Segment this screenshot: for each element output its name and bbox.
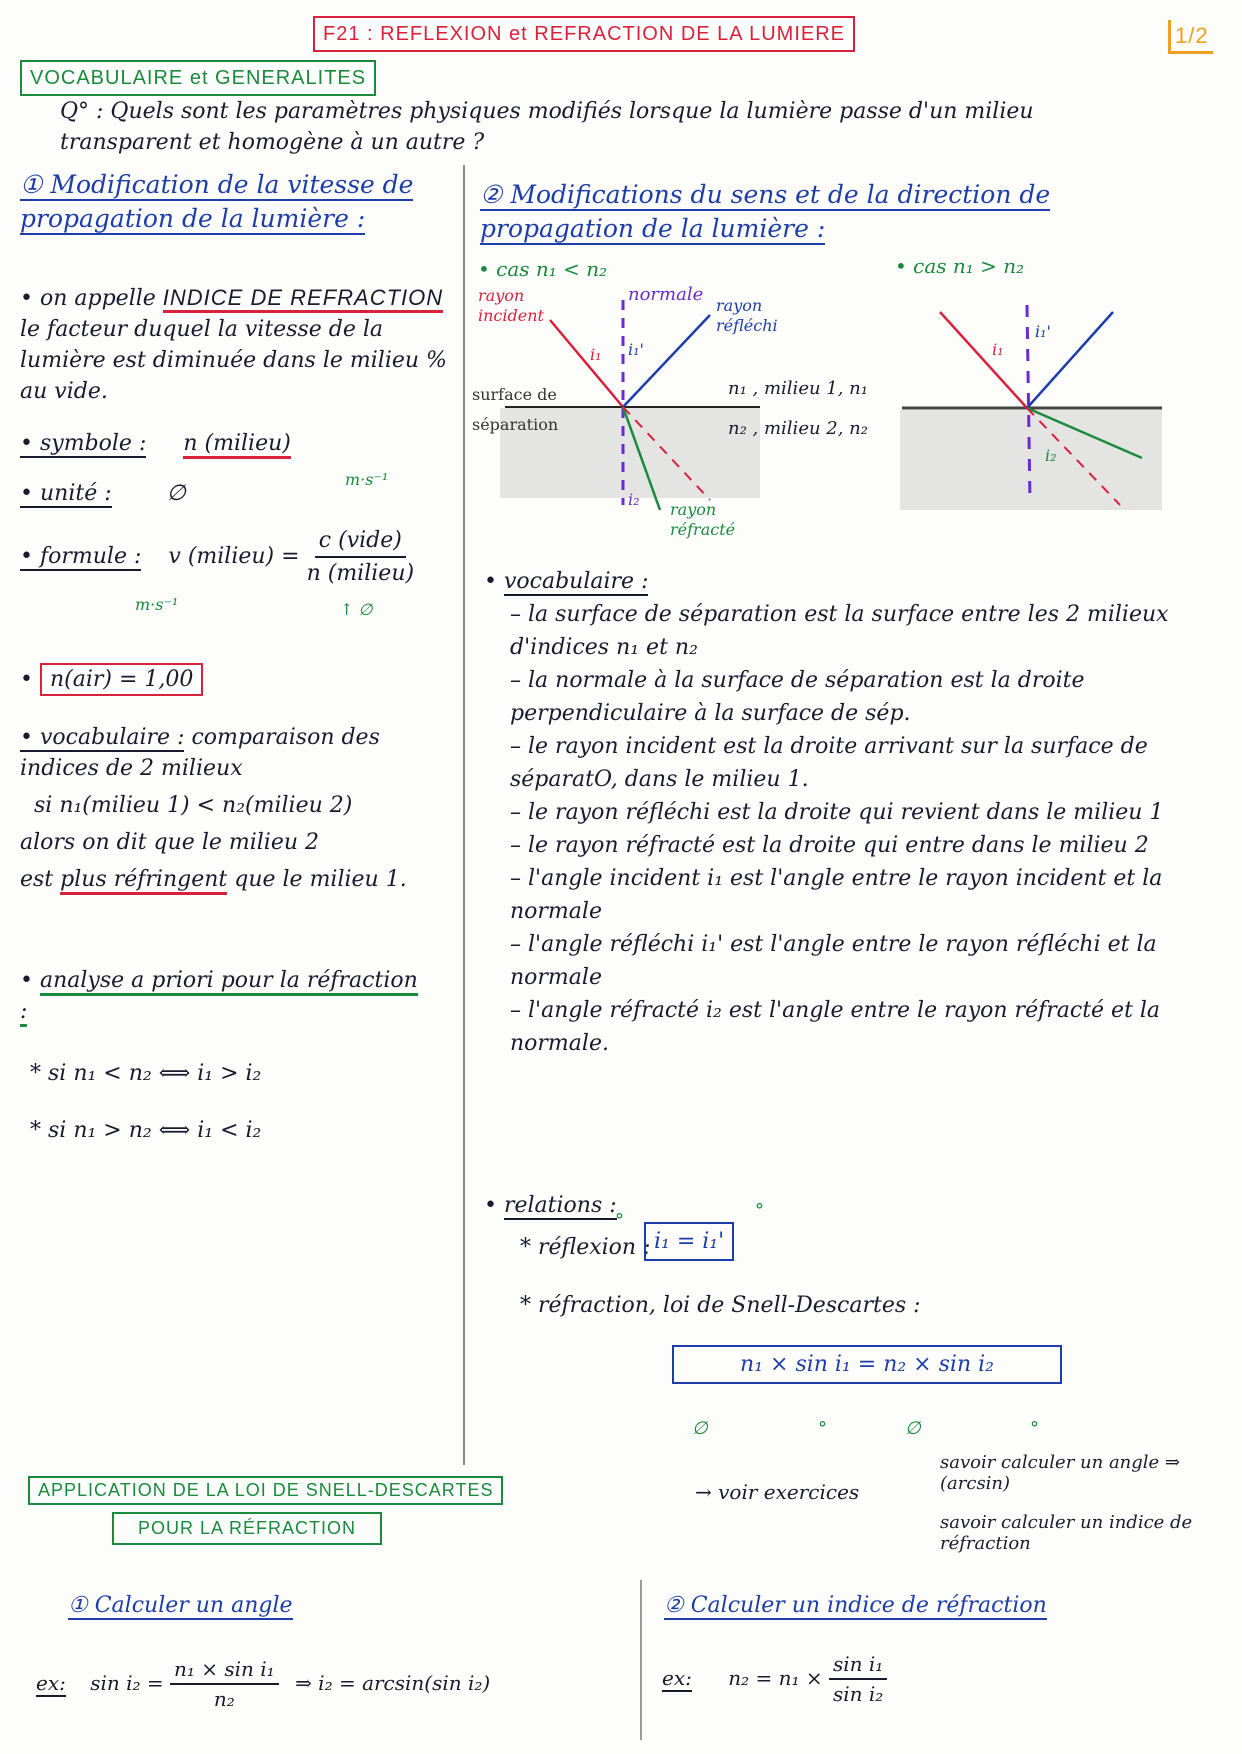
voir-exercices: → voir exercices xyxy=(695,1480,860,1504)
snell-formula-box: n₁ × sin i₁ = n₂ × sin i₂ xyxy=(672,1345,1062,1384)
bottom-divider xyxy=(640,1580,642,1740)
label-rayon-reflechi: rayon réfléchi xyxy=(716,296,778,335)
section-title-vocabulaire: VOCABULAIRE et GENERALITES xyxy=(20,60,376,96)
formula-annotation-bottom: ↑ ∅ xyxy=(340,600,373,619)
vocab-item: – le rayon incident est la droite arrivant sur la surface de séparatO, dans le milieu 1. xyxy=(510,734,1148,792)
section-title-application: APPLICATION DE LA LOI DE SNELL-DESCARTES xyxy=(28,1476,503,1505)
snell-annotation: ∅ xyxy=(905,1418,921,1439)
goal-indice: savoir calculer un indice de réfraction xyxy=(940,1512,1193,1554)
column-divider xyxy=(463,165,465,1465)
term-plus-refringent: plus réfringent xyxy=(60,867,227,895)
vocab-item: – l'angle incident i₁ est l'angle entre le rayon incident et la normale xyxy=(510,866,1163,924)
n-air-box: n(air) = 1,00 xyxy=(40,663,203,696)
part2-vocab-label: • vocabulaire : xyxy=(484,566,648,597)
vocab-item: – l'angle réfléchi i₁' est l'angle entre le rayon réfléchi et la normale xyxy=(510,932,1157,990)
label-medium2: n₂ , milieu 2, n₂ xyxy=(728,418,868,439)
sub1-title: ① Calculer un angle xyxy=(68,1593,293,1618)
vocab-item: – la surface de séparation est la surface entre les 2 milieux d'indices n₁ et n₂ xyxy=(510,602,1169,660)
n-air-row xyxy=(20,664,203,695)
intro-question: Q° : Quels sont les paramètres physiques modifiés lorsque la lumière passe d'un milieu transparent et homogène à un autre ? xyxy=(60,99,1034,155)
refraction-label: * réfraction, loi de Snell-Descartes : xyxy=(520,1293,921,1318)
sub2-title: ② Calculer un indice de réfraction xyxy=(664,1593,1047,1618)
label-i1-prime-case2: i₁' xyxy=(1035,322,1051,341)
vocab-item: – le rayon réfracté est la droite qui entre dans le milieu 2 xyxy=(510,833,1149,858)
vocab-item: – l'angle réfracté i₂ est l'angle entre le rayon réfracté et la normale. xyxy=(510,998,1161,1056)
case2-label: • cas n₁ > n₂ xyxy=(895,254,1025,278)
formula-fraction: $\frac{\text{c (vide)}}{\text{n (milieu)}}$ xyxy=(307,525,415,589)
reflexion-label: * réflexion : xyxy=(520,1235,651,1260)
diagram-case2 xyxy=(880,280,1242,520)
label-i1: i₁ xyxy=(590,345,602,364)
analyse-rule: * si n₁ > n₂ ⟺ i₁ < i₂ xyxy=(30,1118,262,1143)
term-indice-de-refraction: INDICE DE REFRACTION xyxy=(163,285,443,313)
label-i1-prime: i₁' xyxy=(628,340,644,359)
snell-annotation: ° xyxy=(1030,1418,1039,1439)
part2-vocab-list xyxy=(510,598,1220,1060)
vocab-item: – le rayon réfléchi est la droite qui revient dans le milieu 1 xyxy=(510,800,1164,825)
unite-value: ∅ xyxy=(166,481,186,506)
label-medium1: n₁ , milieu 1, n₁ xyxy=(728,378,868,399)
section-subtitle-application: POUR LA RÉFRACTION xyxy=(112,1512,382,1545)
formule-row: • formule : v (milieu) = $\frac{\text{c (vide)}}{\text{n (milieu)}}$ xyxy=(20,525,414,589)
goal-angle: savoir calculer un angle ⇒ (arcsin) xyxy=(940,1452,1181,1494)
part2-title: ② Modifications du sens et de la direction de propagation de la lumière : xyxy=(480,180,1051,243)
formula-annotation-left: m·s⁻¹ xyxy=(135,595,179,614)
reflexion-annotation: ° xyxy=(755,1200,764,1221)
analyse-rule: * si n₁ < n₂ ⟺ i₁ > i₂ xyxy=(30,1061,262,1086)
snell-annotation: ∅ xyxy=(692,1418,708,1439)
label-i2: i₂ xyxy=(628,490,640,509)
label-rayon-refracte: rayon réfracté xyxy=(670,500,736,539)
formula-annotation-top: m·s⁻¹ xyxy=(345,470,389,489)
label-normale: normale xyxy=(628,284,704,305)
sub1-formula: ex: sin i₂ = $\frac{\text{n₁ × sin i₁}}{\text{n₂}}$ ⇒ i₂ = arcsin(sin i₂) xyxy=(36,1657,491,1711)
reflexion-annotation: ° xyxy=(615,1210,624,1231)
relations-label: • relations : xyxy=(484,1190,617,1221)
label-i1-case2: i₁ xyxy=(992,340,1004,359)
page-title: F21 : REFLEXION et REFRACTION DE LA LUMIERE xyxy=(313,16,855,52)
label-surface-separation: surface de séparation xyxy=(472,385,559,434)
label-rayon-incident: rayon incident xyxy=(478,286,544,325)
part1-definition: • on appelle INDICE DE REFRACTION le facteur duquel la vitesse de la lumière est diminuée dans le milieu % au vide. xyxy=(20,282,450,407)
reflexion-formula-box: i₁ = i₁' xyxy=(644,1222,734,1261)
symbole-row: • symbole : n (milieu) xyxy=(20,428,291,459)
snell-annotation: ° xyxy=(818,1418,827,1439)
part1-vocab: • vocabulaire : comparaison des indices de 2 milieux si n₁(milieu 1) < n₂(milieu 2) alors on dit que le milieu 2 est plus réfringent que le milieu 1. xyxy=(20,722,450,895)
unite-row: • unité : ∅ xyxy=(20,478,186,509)
vocab-item: – la normale à la surface de séparation est la droite perpendiculaire à la surface de sép. xyxy=(510,668,1085,726)
sub2-formula: ex: n₂ = n₁ × $\frac{\text{sin i₁}}{\text{sin i₂}}$ xyxy=(662,1650,887,1708)
page-number: 1/2 xyxy=(1168,20,1213,54)
analyse-title: • analyse a priori pour la réfraction : xyxy=(20,965,420,1027)
label-i2-case2: i₂ xyxy=(1045,446,1057,465)
part1-title: ① Modification de la vitesse de propagation de la lumière : xyxy=(20,170,414,233)
case1-label: • cas n₁ < n₂ xyxy=(478,257,608,281)
symbole-value: n (milieu) xyxy=(183,431,291,459)
